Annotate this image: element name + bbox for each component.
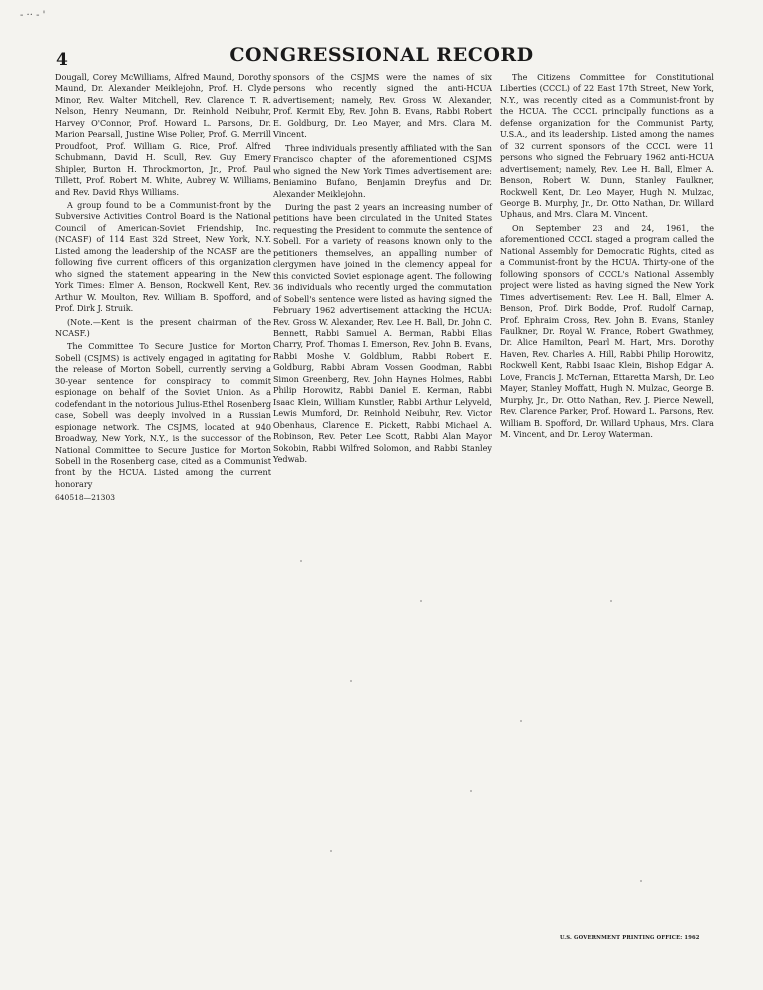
scan-speck [300,560,302,562]
paragraph: sponsors of the CSJMS were the names of six persons who recently signed the anti-HCUA advertisement; namely, Rev. Gross W. Alexander, Prof. Kermit Eby, Rev. John B. Evans, Rabbi Robert E. Goldburg, Dr. Leo Mayer, and Mrs. Clara M. Vincent. [273,72,492,140]
paragraph: The Citizens Committee for Constitutional Liberties (CCCL) of 22 East 17th Street, New York, N.Y., was recently cited as a Communist-front by the HCUA. The CCCL principally functions as a defense organization for the Communist Party, U.S.A., and its leadership. Listed among the names of 32 current sponsors of the CCCL were 11 persons who signed the February 1962 anti-HCUA advertisement; namely, Rev. Lee H. Ball, Elmer A. Benson, Robert W. Dunn, Stanley Faulkner, Rockwell Kent, Dr. Leo Mayer, Hugh N. Mulzac, George B. Murphy, Jr., Dr. Otto Nathan, Dr. Willard Uphaus, and Mrs. Clara M. Vincent. [500,72,714,220]
paragraph: The Committee To Secure Justice for Morton Sobell (CSJMS) is actively engaged in agitating for the release of Morton Sobell, currently serving a 30-year sentence for conspiracy to commit espionage on behalf of the Soviet Union. As a codefendant in the notorious Julius-Ethel Rosenberg case, Sobell was deeply involved in a Russian espionage network. The CSJMS, located at 940 Broadway, New York, N.Y., is the successor of the National Committee to Secure Justice for Morton Sobell in the Rosenberg case, cited as a Communist front by the HCUA. Listed among the current honorary [55,341,271,489]
scan-speck [350,680,352,682]
text-column-2 [273,72,492,465]
scan-speck [330,850,332,852]
editorial-note: (Note.—Kent is the present chairman of the NCASF.) [55,316,271,338]
paragraph: Dougall, Corey McWilliams, Alfred Maund, Dorothy Maund, Dr. Alexander Meiklejohn, Prof. H. Clyde Minor, Rev. Walter Mitchell, Rev. Clarence T. R. Nelson, Henry Neumann, Dr. Reinhold Neibuhr, Harvey O'Connor, Prof. Howard L. Parsons, Dr. Marion Pearsall, Justine Wise Polier, Prof. G. Merrill Proudfoot, Prof. William G. Rice, Prof. Alfred Schubmann, David H. Scull, Rev. Guy Emery Shipler, Burton H. Throckmorton, Jr., Prof. Paul Tillett, Prof. Robert M. White, Aubrey W. Williams, and Rev. David Rhys Williams. [55,72,271,197]
paragraph: During the past 2 years an increasing number of petitions have been circulated in the United States requesting the President to commute the sentence of Sobell. For a variety of reasons known only to the petitioners themselves, an appalling number of clergymen have joined in the clemency appeal for this convicted Soviet espionage agent. The following 36 individuals who recently urged the commutation of Sobell's sentence were listed as having signed the February 1962 advertisement attacking the HCUA: Rev. Gross W. Alexander, Rev. Lee H. Ball, Dr. John C. Bennett, Rabbi Samuel A. Berman, Rabbi Elias Charry, Prof. Thomas I. Emerson, Rev. John B. Evans, Rabbi Moshe V. Goldblum, Rabbi Robert E. Goldburg, Rabbi Abram Vossen Goodman, Rabbi Simon Greenberg, Rev. John Haynes Holmes, Rabbi Philip Horowitz, Rabbi Daniel E. Kerman, Rabbi Isaac Klein, William Kunstler, Rabbi Arthur Lelyveld, Lewis Mumford, Dr. Reinhold Neibuhr, Rev. Victor Obenhaus, Clarence E. Pickett, Rabbi Michael A. Robinson, Rev. Peter Lee Scott, Rabbi Alan Mayor Sokobin, Rabbi Wilfred Solomon, and Rabbi Stanley Yedwab. [273,201,492,464]
printer-credit: U.S. GOVERNMENT PRINTING OFFICE: 1962 [560,935,700,941]
running-head: CONGRESSIONAL RECORD [229,44,534,66]
scan-speck [420,600,422,602]
page-number: 4 [56,50,68,70]
scan-speck [610,600,612,602]
scan-speck [520,720,522,722]
scan-speck [640,880,642,882]
scan-corner-marks: - ·· - ' [20,10,46,21]
paragraph: Three individuals presently affiliated with the San Francisco chapter of the aforementioned CSJMS who signed the New York Times advertisement are: Beniamino Bufano, Benjamin Dreyfus and Dr. Alexander Meiklejohn. [273,142,492,199]
paragraph: On September 23 and 24, 1961, the aforementioned CCCL staged a program called the National Assembly for Democratic Rights, cited as a Communist-front by the HCUA. Thirty-one of the following sponsors of CCCL's National Assembly project were listed as having signed the New York Times advertisement: Rev. Lee H. Ball, Elmer A. Benson, Prof. Dirk Bodde, Prof. Rudolf Carnap, Prof. Ephraim Cross, Rev. John B. Evans, Stanley Faulkner, Dr. Royal W. France, Robert Gwathmey, Dr. Alice Hamilton, Pearl M. Hart, Mrs. Dorothy Haven, Rev. Charles A. Hill, Rabbi Philip Horowitz, Rockwell Kent, Rabbi Isaac Klein, Bishop Edgar A. Love, Francis J. McTernan, Ettaretta Marsh, Dr. Leo Mayer, Stanley Moffatt, Hugh N. Mulzac, George B. Murphy, Jr., Dr. Otto Nathan, Rev. J. Pierce Newell, Rev. Clarence Parker, Prof. Howard L. Parsons, Rev. William B. Spofford, Dr. Willard Uphaus, Mrs. Clara M. Vincent, and Dr. Leroy Waterman. [500,222,714,440]
job-number: 640518—21303 [55,493,115,503]
scan-speck [470,790,472,792]
paragraph: A group found to be a Communist-front by the Subversive Activities Control Board is the National Council of American-Soviet Friendship, Inc. (NCASF) of 114 East 32d Street, New York, N.Y. Listed among the leadership of the NCASF are the following five current officers of this organization who signed the statement appearing in the New York Times: Elmer A. Benson, Rockwell Kent, Rev. Arthur W. Moulton, Rev. William B. Spofford, and Prof. Dirk J. Struik. [55,199,271,314]
text-column-1 [55,72,271,504]
text-column-3 [500,72,714,441]
